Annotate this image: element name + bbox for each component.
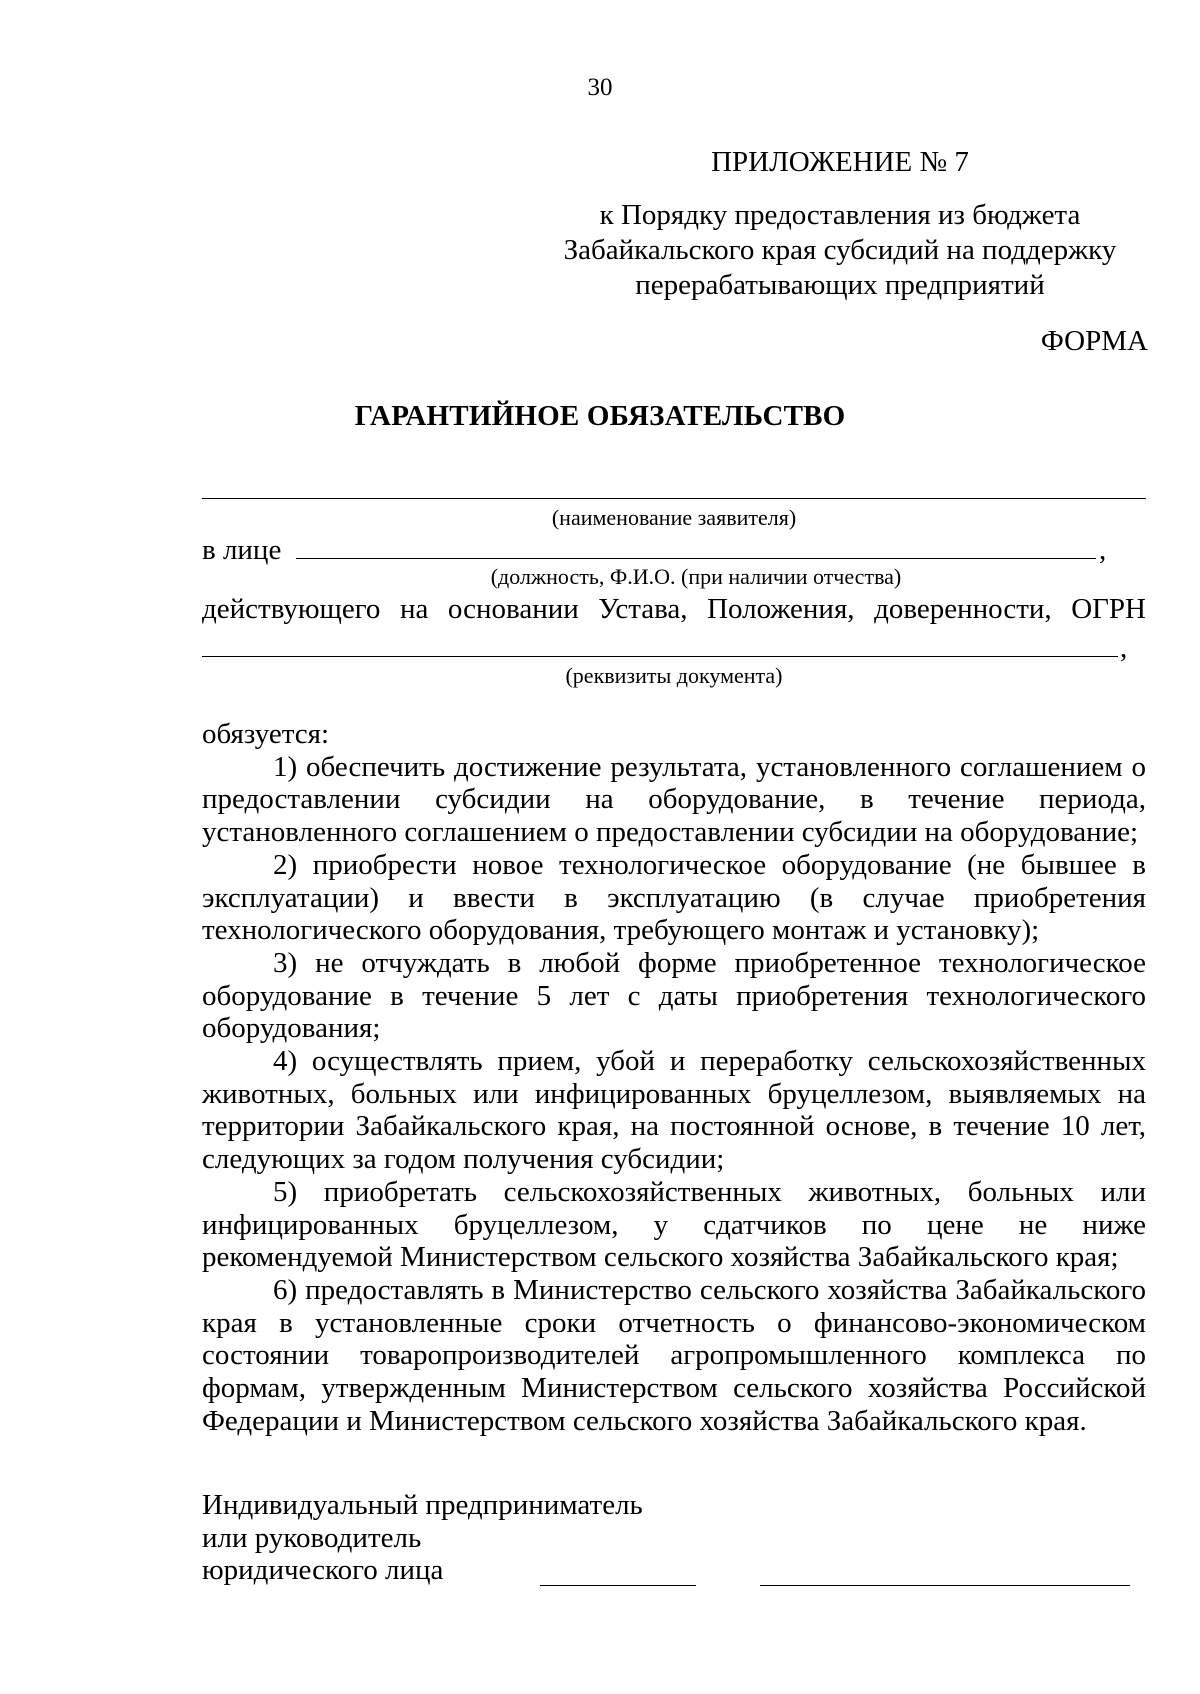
obligations-intro: обязуется: bbox=[202, 718, 330, 750]
appendix-reference-line-3: перерабатывающих предприятий bbox=[635, 269, 1045, 301]
acting-basis-text: действующего на основании Устава, Положения, доверенности, ОГРН bbox=[202, 593, 1146, 625]
position-name-field[interactable] bbox=[296, 558, 1096, 559]
document-details-caption: (реквизиты документа) bbox=[565, 663, 783, 688]
obligation-item-4: 4) осуществлять прием, убой и переработку сельскохозяйственных животных, больных или инфицированных бруцеллезом, выявляемых на территории Забайкальского края, на постоянной основе, в течение 10 лет, следующих за годом получения субсидии; bbox=[202, 1045, 1146, 1176]
applicant-name-field[interactable] bbox=[202, 498, 1146, 499]
form-label: ФОРМА bbox=[1040, 325, 1148, 357]
obligation-item-6: 6) предоставлять в Министерство сельского хозяйства Забайкальского края в установленные сроки отчетность о финансово-экономическом состоянии товаропроизводителей агропромышленного комплекса по формам, утвержденным Министерством сельского хозяйства Российской Федерации и Министерством сельского хозяйства Забайкальского края. bbox=[202, 1273, 1146, 1437]
obligation-item-2: 2) приобрести новое технологическое оборудование (не бывшее в эксплуатации) и ввести в эксплуатацию (в случае приобретения технологического оборудования, требующего монтаж и установку); bbox=[202, 848, 1146, 947]
page-number: 30 bbox=[587, 74, 613, 101]
full-name-field[interactable] bbox=[760, 1585, 1130, 1586]
signature-field[interactable] bbox=[540, 1585, 696, 1586]
signature-label-line-3: юридического лица bbox=[202, 1554, 444, 1586]
appendix-reference-line-2: Забайкальского края субсидий на поддержку bbox=[563, 234, 1117, 266]
obligation-item-1: 1) обеспечить достижение результата, установленного соглашением о предоставлении субсидии на оборудование, в течение периода, установленного соглашением о предоставлении субсидии на оборудование; bbox=[202, 750, 1146, 849]
obligations-body bbox=[202, 718, 1146, 1437]
appendix-reference-line-1: к Порядку предоставления из бюджета bbox=[599, 199, 1081, 231]
signature-label-line-2: или руководитель bbox=[202, 1521, 422, 1554]
position-name-caption: (должность, Ф.И.О. (при наличии отчества) bbox=[490, 564, 902, 589]
appendix-title: ПРИЛОЖЕНИЕ № 7 bbox=[711, 146, 969, 178]
obligation-item-3: 3) не отчуждать в любой форме приобретенное технологическое оборудование в течение 5 лет с даты приобретения технологического оборудования; bbox=[202, 946, 1146, 1045]
applicant-name-caption: (наименование заявителя) bbox=[551, 505, 797, 530]
represented-by-label: в лице bbox=[202, 534, 282, 566]
obligation-item-5: 5) приобретать сельскохозяйственных животных, больных или инфицированных бруцеллезом, у сдатчиков по цене не ниже рекомендуемой Министерством сельского хозяйства Забайкальского края; bbox=[202, 1175, 1146, 1274]
signature-block bbox=[202, 1489, 643, 1587]
document-title: ГАРАНТИЙНОЕ ОБЯЗАТЕЛЬСТВО bbox=[354, 400, 846, 432]
document-details-field[interactable] bbox=[202, 656, 1118, 657]
signature-label-line-1: Индивидуальный предприниматель bbox=[202, 1489, 643, 1521]
appendix-reference bbox=[540, 198, 1140, 303]
document-field-comma: , bbox=[1120, 632, 1128, 664]
position-field-comma: , bbox=[1099, 534, 1107, 566]
